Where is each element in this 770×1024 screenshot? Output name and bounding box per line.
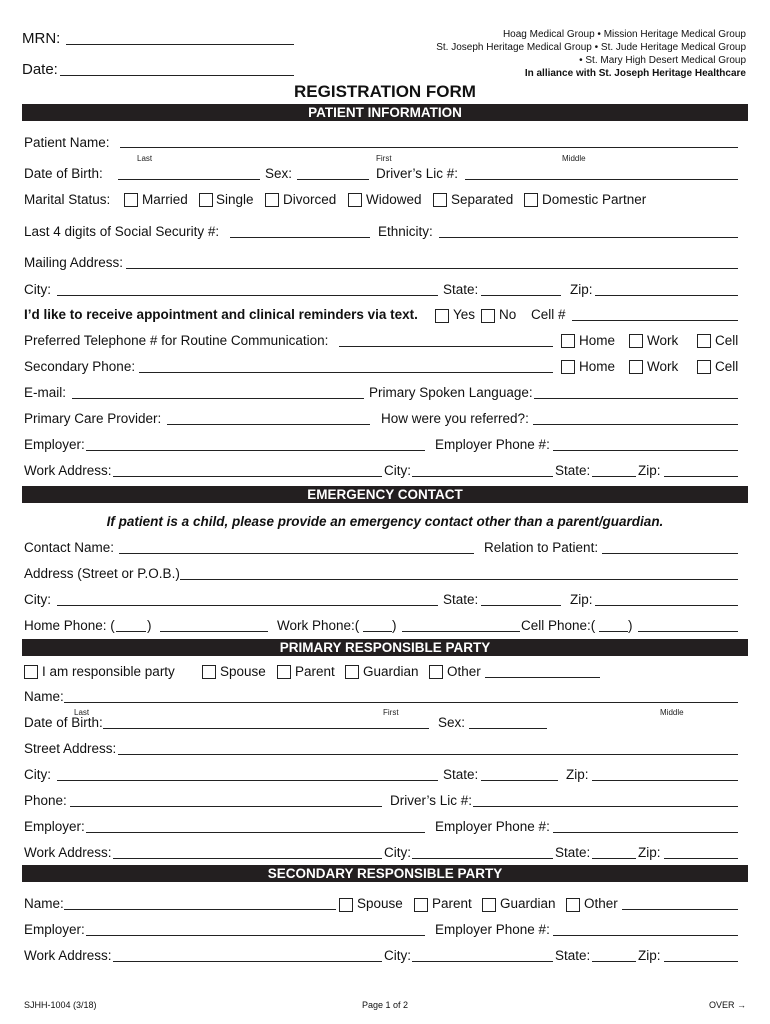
emergency-state-field[interactable] (481, 605, 561, 606)
date-field[interactable] (60, 75, 294, 76)
primary-street-field[interactable] (118, 754, 738, 755)
primary-other-checkbox[interactable] (429, 665, 443, 679)
cell-phone-field[interactable] (638, 631, 738, 632)
secondary-work-city-label: City: (384, 948, 411, 963)
referred-label: How were you referred?: (381, 411, 529, 426)
text-optin-yes-checkbox[interactable] (435, 309, 449, 323)
email-field[interactable] (72, 398, 364, 399)
patient-sex-field[interactable] (297, 179, 369, 180)
ssn-field[interactable] (230, 237, 370, 238)
primary-state-label: State: (443, 767, 479, 782)
secondary-name-field[interactable] (64, 909, 336, 910)
preferred-work-checkbox[interactable] (629, 334, 643, 348)
primary-employer-label: Employer: (24, 819, 85, 834)
contact-name-label: Contact Name: (24, 540, 115, 555)
secondary-employer-field[interactable] (86, 935, 425, 936)
patient-employer-label: Employer: (24, 437, 85, 452)
preferred-home-label: Home (579, 333, 616, 348)
secondary-phone-label: Secondary Phone: (24, 359, 136, 374)
pcp-field[interactable] (167, 424, 370, 425)
primary-work-city-label: City: (384, 845, 411, 860)
patient-employer-phone-label: Employer Phone #: (435, 437, 550, 452)
primary-phone-field[interactable] (70, 806, 382, 807)
secondary-other-checkbox[interactable] (566, 898, 580, 912)
patient-employer-field[interactable] (86, 450, 425, 451)
patient-work-city-field[interactable] (412, 476, 553, 477)
patient-first-sublabel: First (376, 154, 392, 163)
text-optin-no-checkbox[interactable] (481, 309, 495, 323)
patient-work-address-label: Work Address: (24, 463, 112, 478)
preferred-cell-checkbox[interactable] (697, 334, 711, 348)
primary-dl-field[interactable] (473, 806, 738, 807)
text-optin-no-label: No (499, 307, 517, 322)
relation-label: Relation to Patient: (484, 540, 599, 555)
ethnicity-label: Ethnicity: (378, 224, 433, 239)
emergency-city-field[interactable] (57, 605, 438, 606)
marital-divorced-checkbox[interactable] (265, 193, 279, 207)
preferred-home-checkbox[interactable] (561, 334, 575, 348)
medical-groups-line-2: St. Joseph Heritage Medical Group • St. Jude Heritage Medical Group (436, 42, 746, 53)
self-responsible-label: I am responsible party (42, 664, 175, 679)
patient-last-sublabel: Last (137, 154, 153, 163)
primary-city-field[interactable] (57, 780, 438, 781)
primary-work-zip-label: Zip: (638, 845, 661, 860)
secondary-cell-label: Cell (715, 359, 739, 374)
secondary-work-label: Work (647, 359, 679, 374)
marital-domestic-partner-label: Domestic Partner (542, 192, 647, 207)
primary-dob-field[interactable] (103, 728, 429, 729)
work-phone-field[interactable] (402, 631, 520, 632)
patient-zip-label: Zip: (570, 282, 593, 297)
secondary-work-zip-field[interactable] (664, 961, 738, 962)
patient-city-label: City: (24, 282, 51, 297)
secondary-work-state-field[interactable] (592, 961, 636, 962)
patient-dl-label: Driver’s Lic #: (376, 166, 459, 181)
secondary-work-address-field[interactable] (113, 961, 382, 962)
primary-phone-label: Phone: (24, 793, 67, 808)
marital-separated-checkbox[interactable] (433, 193, 447, 207)
secondary-home-label: Home (579, 359, 616, 374)
self-responsible-checkbox[interactable] (24, 665, 38, 679)
primary-work-address-label: Work Address: (24, 845, 112, 860)
ssn-label: Last 4 digits of Social Security #: (24, 224, 220, 239)
secondary-phone-field[interactable] (139, 372, 553, 373)
preferred-work-label: Work (647, 333, 679, 348)
patient-middle-sublabel: Middle (562, 154, 586, 163)
primary-zip-field[interactable] (592, 780, 738, 781)
mrn-field[interactable] (66, 44, 294, 45)
secondary-responsible-party-header: SECONDARY RESPONSIBLE PARTY (22, 865, 748, 882)
primary-sex-field[interactable] (469, 728, 547, 729)
patient-dob-field[interactable] (118, 179, 260, 180)
cell-number-label: Cell # (531, 307, 566, 322)
primary-work-zip-field[interactable] (664, 858, 738, 859)
text-optin-yes-label: Yes (453, 307, 476, 322)
patient-zip-field[interactable] (595, 295, 738, 296)
alliance-text: In alliance with St. Joseph Heritage Healthcare (524, 68, 746, 79)
primary-work-state-field[interactable] (592, 858, 636, 859)
cell-phone-label: Cell Phone:( (521, 618, 596, 633)
secondary-parent-checkbox[interactable] (414, 898, 428, 912)
marital-widowed-label: Widowed (366, 192, 422, 207)
cell-phone-paren: ) (628, 618, 633, 633)
date-label: Date: (22, 61, 58, 78)
secondary-home-checkbox[interactable] (561, 360, 575, 374)
primary-responsible-party-header: PRIMARY RESPONSIBLE PARTY (22, 639, 748, 656)
secondary-spouse-checkbox[interactable] (339, 898, 353, 912)
primary-parent-checkbox[interactable] (277, 665, 291, 679)
secondary-employer-phone-field[interactable] (553, 935, 738, 936)
patient-name-field[interactable] (120, 147, 738, 148)
patient-dob-label: Date of Birth: (24, 166, 103, 181)
emergency-zip-label: Zip: (570, 592, 593, 607)
emergency-contact-header: EMERGENCY CONTACT (22, 486, 748, 503)
primary-name-field[interactable] (64, 702, 738, 703)
marital-single-label: Single (216, 192, 254, 207)
patient-work-zip-label: Zip: (638, 463, 661, 478)
primary-guardian-label: Guardian (363, 664, 419, 679)
emergency-zip-field[interactable] (595, 605, 738, 606)
primary-other-field[interactable] (485, 677, 600, 678)
secondary-employer-label: Employer: (24, 922, 85, 937)
work-phone-label: Work Phone:( (277, 618, 360, 633)
home-phone-field[interactable] (160, 631, 268, 632)
patient-work-address-field[interactable] (113, 476, 382, 477)
contact-name-field[interactable] (119, 553, 474, 554)
over-indicator: OVER → (708, 1000, 746, 1010)
primary-employer-field[interactable] (86, 832, 425, 833)
work-phone-paren: ) (392, 618, 397, 633)
marital-separated-label: Separated (451, 192, 514, 207)
secondary-work-zip-label: Zip: (638, 948, 661, 963)
primary-city-label: City: (24, 767, 51, 782)
medical-groups-line-3: • St. Mary High Desert Medical Group (579, 55, 746, 66)
cell-phone-area-code-field[interactable] (599, 631, 628, 632)
patient-employer-phone-field[interactable] (553, 450, 738, 451)
primary-employer-phone-field[interactable] (553, 832, 738, 833)
patient-name-label: Patient Name: (24, 135, 110, 150)
primary-name-label: Name: (24, 689, 64, 704)
marital-domestic-partner-checkbox[interactable] (524, 193, 538, 207)
primary-dob-label: Date of Birth: (24, 715, 103, 730)
secondary-cell-checkbox[interactable] (697, 360, 711, 374)
patient-work-zip-field[interactable] (664, 476, 738, 477)
marital-status-label: Marital Status: (24, 192, 111, 207)
relation-field[interactable] (602, 553, 738, 554)
primary-middle-sublabel: Middle (660, 708, 684, 717)
patient-dl-field[interactable] (465, 179, 738, 180)
home-phone-paren: ) (147, 618, 152, 633)
referred-field[interactable] (533, 424, 738, 425)
secondary-work-city-field[interactable] (412, 961, 553, 962)
secondary-parent-label: Parent (432, 896, 472, 911)
emergency-note: If patient is a child, please provide an emergency contact other than a parent/guardian. (106, 514, 664, 529)
secondary-name-label: Name: (24, 896, 64, 911)
primary-street-label: Street Address: (24, 741, 117, 756)
preferred-phone-field[interactable] (339, 346, 553, 347)
secondary-guardian-label: Guardian (500, 896, 556, 911)
home-phone-area-code-field[interactable] (116, 631, 146, 632)
marital-married-label: Married (142, 192, 188, 207)
emergency-address-label: Address (Street or P.O.B.) (24, 566, 180, 581)
primary-work-city-field[interactable] (412, 858, 553, 859)
emergency-state-label: State: (443, 592, 479, 607)
mrn-label: MRN: (22, 30, 61, 47)
secondary-work-state-label: State: (555, 948, 591, 963)
form-title: REGISTRATION FORM (294, 82, 476, 101)
primary-spouse-checkbox[interactable] (202, 665, 216, 679)
home-phone-label: Home Phone: ( (24, 618, 115, 633)
secondary-work-checkbox[interactable] (629, 360, 643, 374)
primary-state-field[interactable] (481, 780, 558, 781)
primary-last-sublabel: Last (74, 708, 90, 717)
mailing-address-label: Mailing Address: (24, 255, 124, 270)
secondary-spouse-label: Spouse (357, 896, 403, 911)
email-label: E-mail: (24, 385, 67, 400)
pcp-label: Primary Care Provider: (24, 411, 162, 426)
language-label: Primary Spoken Language: (369, 385, 533, 400)
primary-employer-phone-label: Employer Phone #: (435, 819, 550, 834)
emergency-address-field[interactable] (180, 579, 738, 580)
secondary-employer-phone-label: Employer Phone #: (435, 922, 550, 937)
primary-zip-label: Zip: (566, 767, 589, 782)
work-phone-area-code-field[interactable] (363, 631, 392, 632)
preferred-cell-label: Cell (715, 333, 739, 348)
marital-single-checkbox[interactable] (199, 193, 213, 207)
patient-state-field[interactable] (481, 295, 561, 296)
patient-work-state-field[interactable] (592, 476, 636, 477)
medical-groups-line-1: Hoag Medical Group • Mission Heritage Medical Group (502, 29, 746, 40)
patient-information-header: PATIENT INFORMATION (22, 104, 748, 121)
primary-dl-label: Driver’s Lic #: (390, 793, 473, 808)
ethnicity-field[interactable] (439, 237, 738, 238)
marital-widowed-checkbox[interactable] (348, 193, 362, 207)
cell-number-field[interactable] (572, 320, 738, 321)
primary-work-address-field[interactable] (113, 858, 382, 859)
primary-sex-label: Sex: (438, 715, 466, 730)
language-field[interactable] (534, 398, 738, 399)
text-reminder-optin-label: I’d like to receive appointment and clinical reminders via text. (24, 307, 418, 322)
primary-work-state-label: State: (555, 845, 591, 860)
primary-first-sublabel: First (383, 708, 399, 717)
primary-guardian-checkbox[interactable] (345, 665, 359, 679)
secondary-work-address-label: Work Address: (24, 948, 112, 963)
patient-work-city-label: City: (384, 463, 411, 478)
secondary-other-label: Other (584, 896, 618, 911)
primary-spouse-label: Spouse (220, 664, 266, 679)
preferred-phone-label: Preferred Telephone # for Routine Communication: (24, 333, 329, 348)
emergency-city-label: City: (24, 592, 51, 607)
form-code: SJHH-1004 (3/18) (24, 1000, 97, 1010)
patient-state-label: State: (443, 282, 479, 297)
secondary-guardian-checkbox[interactable] (482, 898, 496, 912)
marital-divorced-label: Divorced (283, 192, 337, 207)
secondary-other-field[interactable] (622, 909, 738, 910)
page-number: Page 1 of 2 (361, 1000, 409, 1010)
mailing-address-field[interactable] (126, 268, 738, 269)
patient-city-field[interactable] (57, 295, 438, 296)
primary-parent-label: Parent (295, 664, 335, 679)
patient-work-state-label: State: (555, 463, 591, 478)
marital-married-checkbox[interactable] (124, 193, 138, 207)
primary-other-label: Other (447, 664, 481, 679)
patient-sex-label: Sex: (265, 166, 293, 181)
